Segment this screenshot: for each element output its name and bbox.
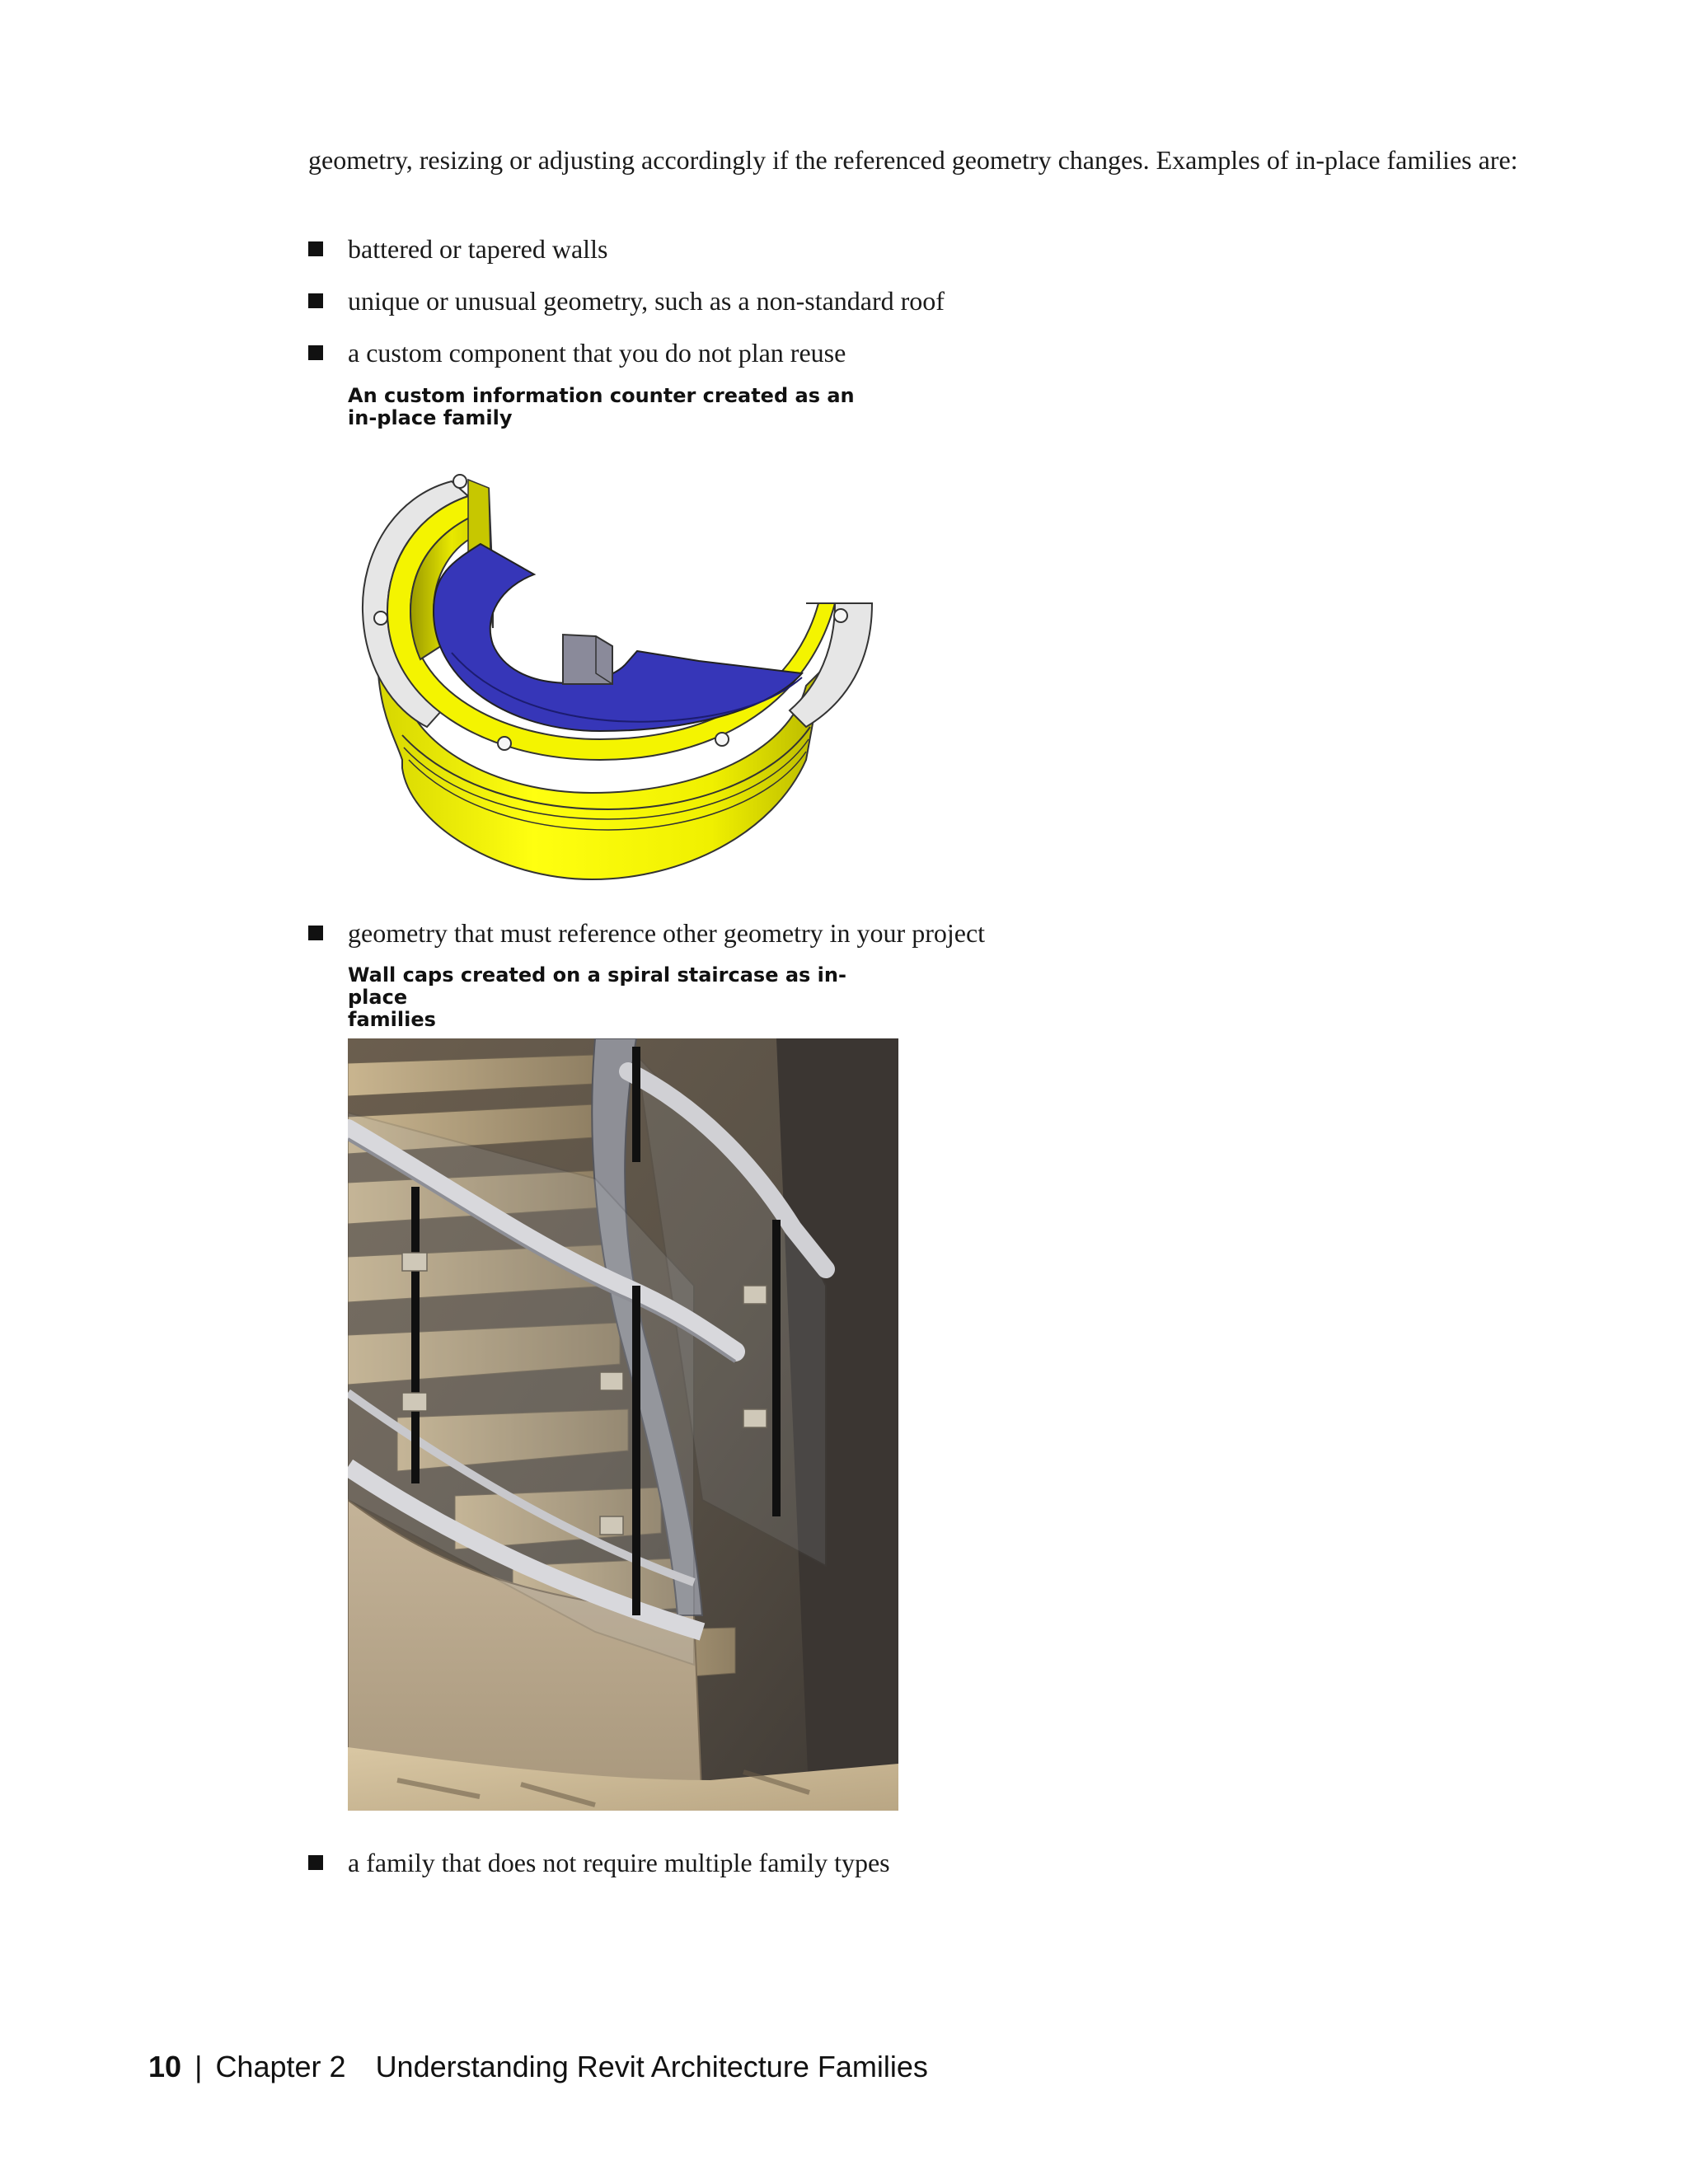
- list-item: [308, 1846, 890, 1879]
- footer-separator: |: [195, 2050, 203, 2083]
- page-footer: [148, 2049, 928, 2085]
- list-item: [308, 916, 985, 949]
- bullet-square-icon: [308, 241, 323, 256]
- list-item-text: battered or tapered walls: [348, 234, 608, 264]
- list-item-text: unique or unusual geometry, such as a non-standard roof: [348, 286, 945, 316]
- chapter-title: Understanding Revit Architecture Families: [375, 2050, 928, 2083]
- page-number: 10: [148, 2050, 182, 2083]
- list-item-text: geometry that must reference other geometry in your project: [348, 918, 986, 948]
- spiral-staircase-photo: [348, 1038, 898, 1811]
- information-counter-figure: [345, 463, 880, 892]
- list-item-text: a custom component that you do not plan reuse: [348, 338, 846, 368]
- list-item-text: a family that does not require multiple family types: [348, 1848, 890, 1877]
- bullet-square-icon: [308, 926, 323, 940]
- figure-caption: An custom information counter created as an in-place family: [348, 384, 855, 429]
- chapter-label: Chapter 2: [215, 2050, 346, 2083]
- list-item: [308, 284, 945, 317]
- figure-caption: Wall caps created on a spiral staircase as in-place families: [348, 963, 846, 1031]
- intro-paragraph: geometry, resizing or adjusting accordingly if the referenced geometry changes. Examples of in-place families are:: [308, 145, 1518, 175]
- bullet-square-icon: [308, 1855, 323, 1870]
- bullet-square-icon: [308, 293, 323, 308]
- list-item: [308, 232, 607, 265]
- list-item: [308, 336, 846, 369]
- bullet-square-icon: [308, 345, 323, 360]
